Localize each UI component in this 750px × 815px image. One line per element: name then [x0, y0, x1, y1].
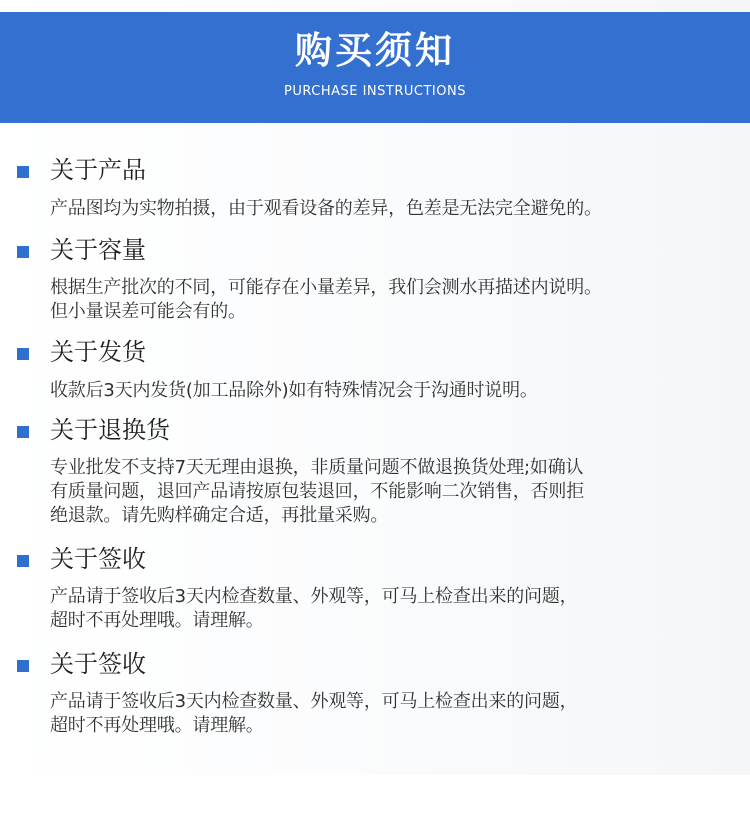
section-title: 关于发货 [50, 338, 146, 366]
section-text [50, 690, 738, 738]
page-subtitle: PURCHASE INSTRUCTIONS [284, 84, 466, 99]
section-title: 关于签收 [50, 650, 146, 678]
text-line: 产品请于签收后3天内检查数量、外观等，可马上检查出来的问题， [50, 691, 578, 712]
text-line: 但小量误差可能会有的。 [50, 301, 246, 322]
section-text [50, 456, 738, 528]
square-bullet-icon [17, 348, 29, 360]
text-line: 专业批发不支持7天无理由退换，非质量问题不做退换货处理;如确认 [50, 457, 584, 478]
square-bullet-icon [17, 660, 29, 672]
section-title: 关于退换货 [50, 416, 170, 444]
text-line: 收款后3天内发货(加工品除外)如有特殊情况会于沟通时说明。 [50, 380, 538, 401]
section-text [50, 197, 738, 221]
section-title: 关于容量 [50, 236, 146, 264]
text-line: 产品图均为实物拍摄，由于观看设备的差异，色差是无法完全避免的。 [50, 198, 602, 219]
text-line: 有质量问题，退回产品请按原包装退回，不能影响二次销售，否则拒 [50, 481, 584, 502]
section-text [50, 379, 738, 403]
section-text [50, 276, 738, 324]
square-bullet-icon [17, 166, 29, 178]
square-bullet-icon [17, 246, 29, 258]
text-line: 根据生产批次的不同，可能存在小量差异，我们会测水再描述内说明。 [50, 277, 602, 298]
text-line: 绝退款。请先购样确定合适，再批量采购。 [50, 505, 389, 526]
section-title: 关于签收 [50, 545, 146, 573]
text-line: 产品请于签收后3天内检查数量、外观等，可马上检查出来的问题， [50, 586, 578, 607]
text-line: 超时不再处理哦。请理解。 [50, 715, 264, 736]
text-line: 超时不再处理哦。请理解。 [50, 610, 264, 631]
header-banner [0, 12, 750, 123]
square-bullet-icon [17, 555, 29, 567]
page-title: 购买须知 [295, 29, 455, 72]
section-title: 关于产品 [50, 156, 146, 184]
square-bullet-icon [17, 426, 29, 438]
section-text [50, 585, 738, 633]
